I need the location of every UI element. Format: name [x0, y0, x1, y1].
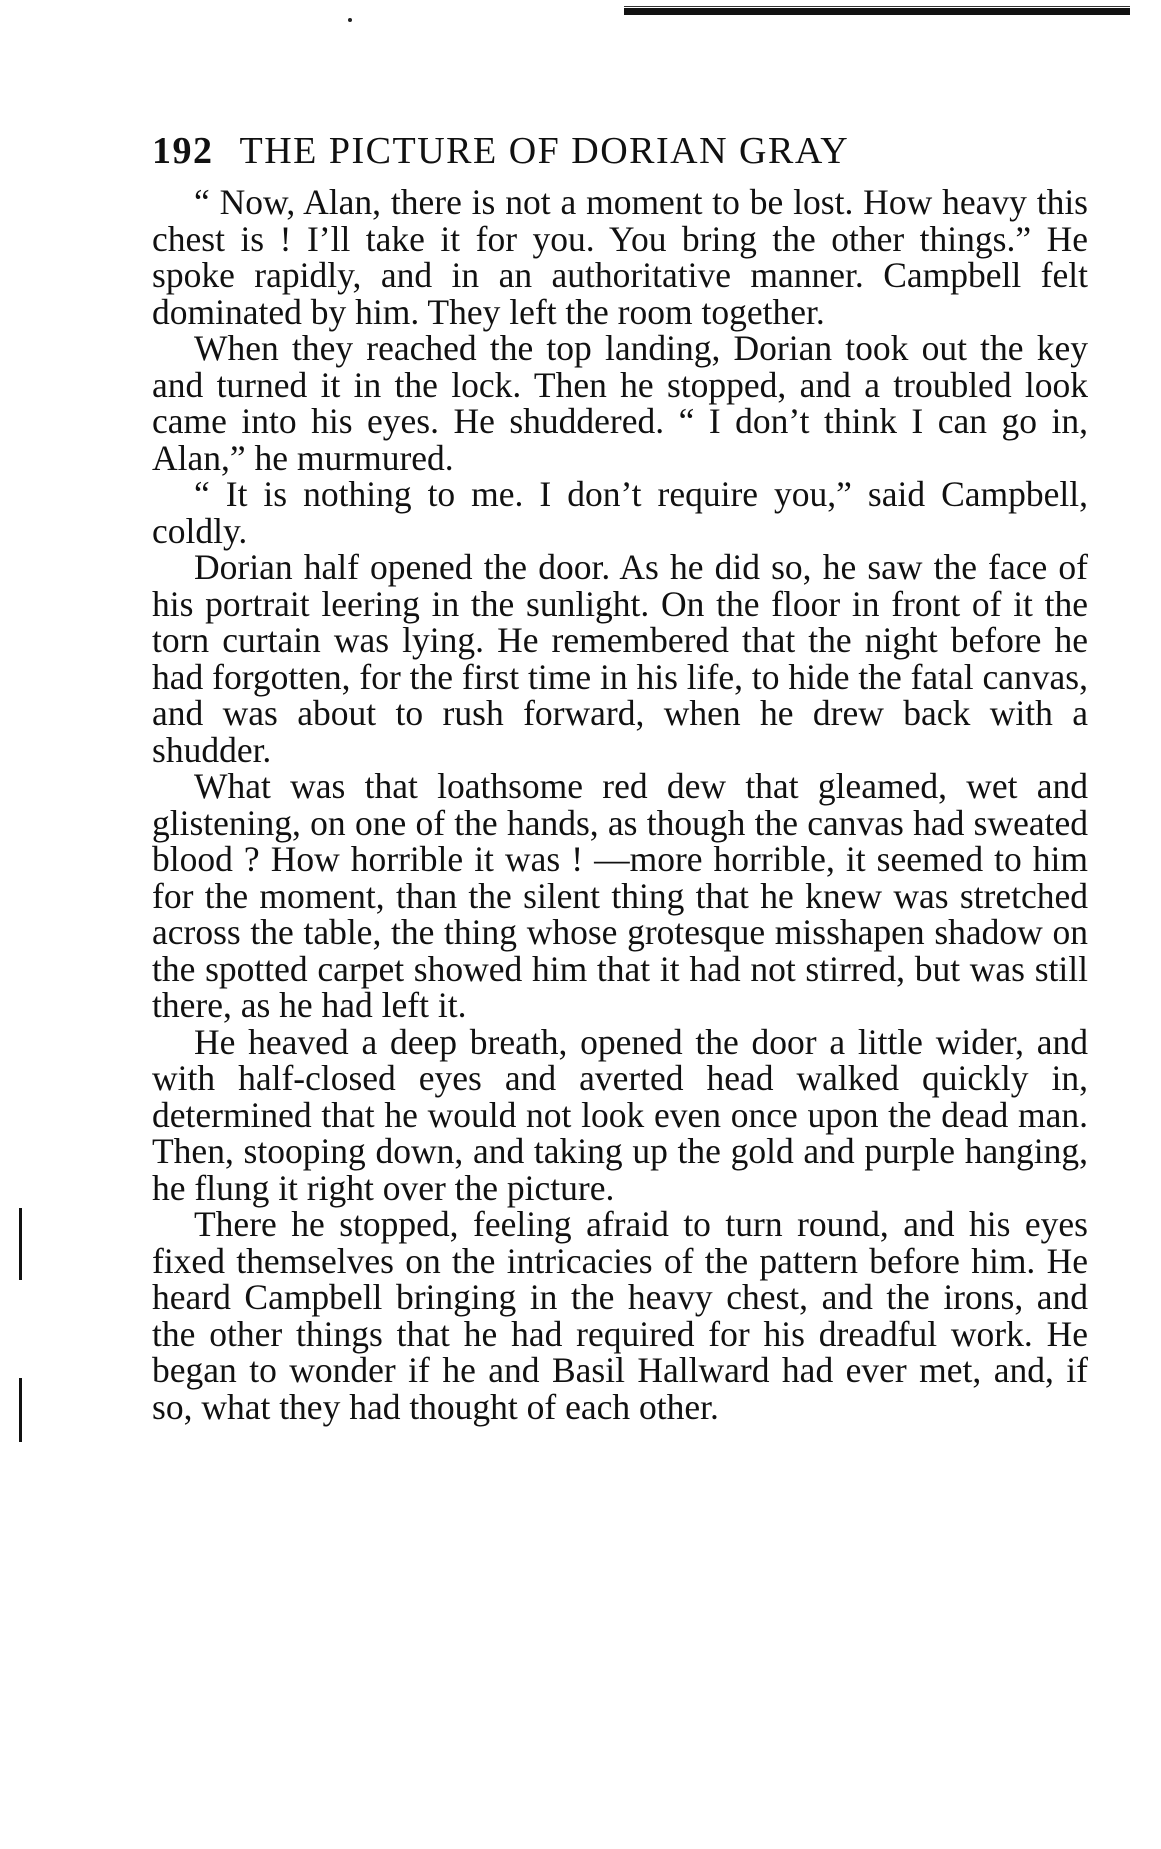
ink-speck [348, 18, 352, 22]
top-rule [624, 8, 1130, 15]
paragraph-6: He heaved a deep breath, opened the door a little wider, and with half-closed eyes and averted head walked quickly in, determined that he would not look even once upon the dead man. Then, stooping down, and taking up the gold and purple hanging, he flung it right over the picture. [152, 1021, 1088, 1208]
page-number: 192 [152, 130, 214, 172]
running-title: THE PICTURE OF DORIAN GRAY [239, 130, 850, 172]
paragraph-2: When they reached the top landing, Dorian took out the key and turned it in the lock. Then he stopped, and a troubled look came into his eyes. He shuddered. “ I don’t think I can go in, Alan,” he murmured. [152, 328, 1088, 478]
body-text [152, 184, 1088, 1425]
margin-mark-upper [19, 1208, 22, 1280]
paragraph-3: “ It is nothing to me. I don’t require you,” said Campbell, coldly. [152, 474, 1088, 551]
paragraph-4: Dorian half opened the door. As he did so, he saw the face of his portrait leering in the sunlight. On the floor in front of it the torn curtain was lying. He remembered that the night before he had forgotten, for the first time in his life, to hide the fatal canvas, and was about to rush forward, when he drew back with a shudder. [152, 547, 1088, 770]
paragraph-1: “ Now, Alan, there is not a moment to be lost. How heavy this chest is ! I’ll take it for you. You bring the other things.” He spoke rapidly, and in an authoritative manner. Campbell felt dominated by him. They left the room together. [152, 182, 1088, 332]
margin-mark-lower [19, 1378, 22, 1442]
running-head [152, 128, 1088, 174]
paragraph-5: What was that loathsome red dew that gleamed, wet and glistening, on one of the hands, as though the canvas had sweated blood ? How horrible it was ! —more horrible, it seemed to him for the moment, than the silent thing that he knew was stretched across the table, the thing whose grotesque misshapen shadow on the spotted carpet showed him that it had not stirred, but was still there, as he had left it. [152, 766, 1088, 1025]
top-rule-hairline [624, 6, 1130, 7]
paragraph-7: There he stopped, feeling afraid to turn round, and his eyes fixed themselves on the intricacies of the pattern before him. He heard Campbell bringing in the heavy chest, and the irons, and the other things that he had required for his dreadful work. He began to wonder if he and Basil Hallward had ever met, and, if so, what they had thought of each other. [152, 1204, 1088, 1427]
book-page [152, 128, 1088, 1425]
